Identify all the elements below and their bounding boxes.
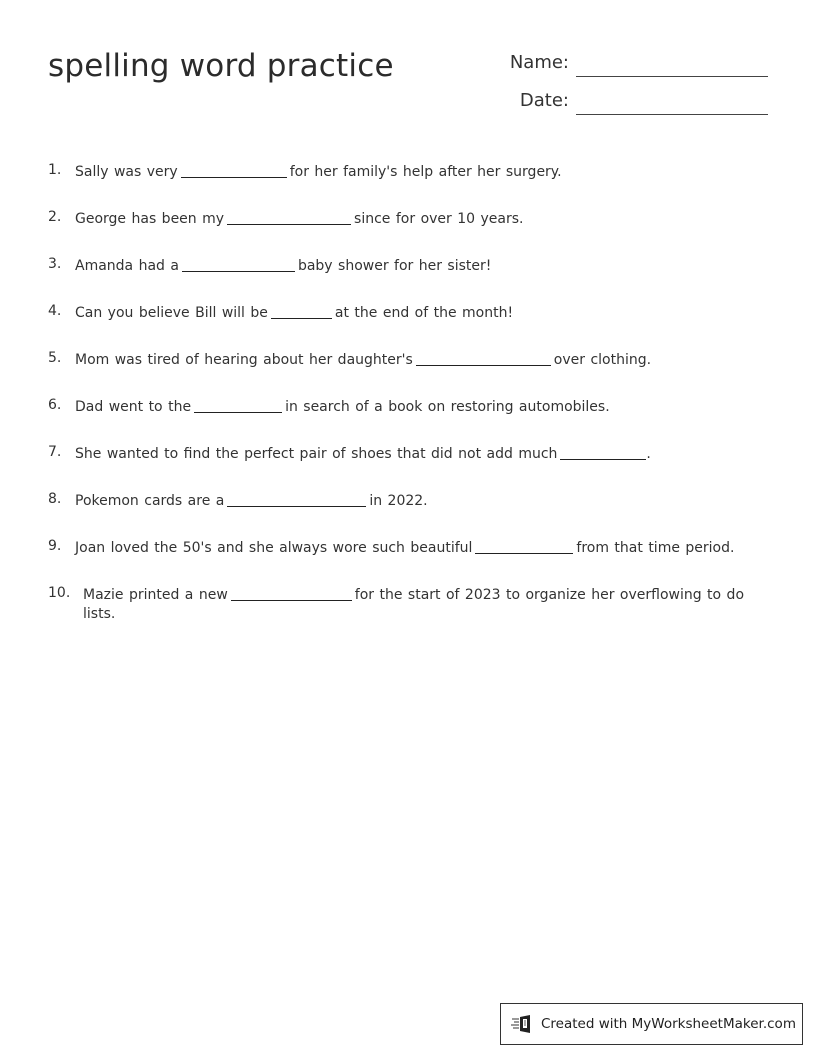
answer-blank[interactable]	[416, 351, 551, 366]
answer-blank[interactable]	[475, 539, 573, 554]
question-number: 2.	[48, 209, 62, 225]
name-label: Name:	[509, 52, 569, 73]
question-text	[75, 161, 748, 182]
footer-badge[interactable]	[500, 1003, 803, 1045]
question-text	[75, 537, 748, 558]
question-text-before: Amanda had a	[75, 258, 179, 274]
question-text-after: in search of a book on restoring automobiles.	[285, 399, 610, 415]
question-number: 3.	[48, 256, 62, 272]
question-number: 9.	[48, 538, 62, 554]
question-item	[48, 442, 748, 489]
question-text-before: George has been my	[75, 211, 225, 227]
name-line[interactable]	[576, 54, 768, 77]
question-number: 8.	[48, 491, 62, 507]
question-text-after: baby shower for her sister!	[297, 258, 492, 274]
question-text-before: She wanted to find the perfect pair of shoes that did not add much	[75, 446, 558, 462]
question-text-before: Can you believe Bill will be	[75, 305, 268, 321]
question-text-after: in 2022.	[369, 493, 428, 509]
page-title: spelling word practice	[48, 48, 394, 84]
question-text-after: for the start of 2023 to organize her overflowing to do lists.	[83, 587, 745, 622]
question-text	[75, 349, 748, 370]
question-text-before: Mazie printed a new	[83, 587, 228, 603]
question-number: 7.	[48, 444, 62, 460]
question-text-after: .	[646, 446, 651, 462]
date-field	[520, 90, 768, 112]
answer-blank[interactable]	[181, 163, 287, 178]
answer-blank[interactable]	[271, 304, 332, 319]
question-number: 5.	[48, 350, 62, 366]
question-number: 10.	[48, 585, 71, 601]
question-text-after: at the end of the month!	[334, 305, 514, 321]
question-text	[75, 396, 748, 417]
question-item	[48, 489, 748, 536]
question-text	[75, 443, 748, 464]
footer-text: Created with MyWorksheetMaker.com	[541, 1016, 796, 1032]
question-item	[48, 536, 748, 583]
question-text-before: Pokemon cards are a	[75, 493, 225, 509]
question-text	[75, 490, 748, 511]
answer-blank[interactable]	[227, 492, 366, 507]
question-text-after: for her family's help after her surgery.	[289, 164, 562, 180]
question-item	[48, 395, 748, 442]
question-item	[48, 583, 748, 630]
question-text	[75, 302, 748, 323]
answer-blank[interactable]	[194, 398, 282, 413]
date-line[interactable]	[576, 92, 768, 115]
question-list	[48, 160, 748, 630]
worksheet-maker-logo-icon	[511, 1013, 535, 1035]
answer-blank[interactable]	[182, 257, 295, 272]
question-item	[48, 254, 748, 301]
question-item	[48, 160, 748, 207]
question-item	[48, 301, 748, 348]
question-number: 6.	[48, 397, 62, 413]
name-field	[510, 52, 768, 74]
question-text	[83, 584, 748, 624]
question-text-before: Joan loved the 50's and she always wore such beautiful	[75, 540, 473, 556]
question-text-before: Dad went to the	[75, 399, 192, 415]
question-number: 1.	[48, 162, 62, 178]
question-text-before: Sally was very	[75, 164, 178, 180]
date-label: Date:	[519, 90, 569, 111]
question-item	[48, 207, 748, 254]
question-number: 4.	[48, 303, 62, 319]
question-text	[75, 208, 748, 229]
question-text-after: from that time period.	[576, 540, 735, 556]
question-text-before: Mom was tired of hearing about her daughter's	[75, 352, 413, 368]
question-text-after: since for over 10 years.	[354, 211, 524, 227]
answer-blank[interactable]	[231, 586, 352, 601]
answer-blank[interactable]	[227, 210, 351, 225]
answer-blank[interactable]	[560, 445, 646, 460]
question-item	[48, 348, 748, 395]
question-text-after: over clothing.	[553, 352, 652, 368]
question-text	[75, 255, 748, 276]
